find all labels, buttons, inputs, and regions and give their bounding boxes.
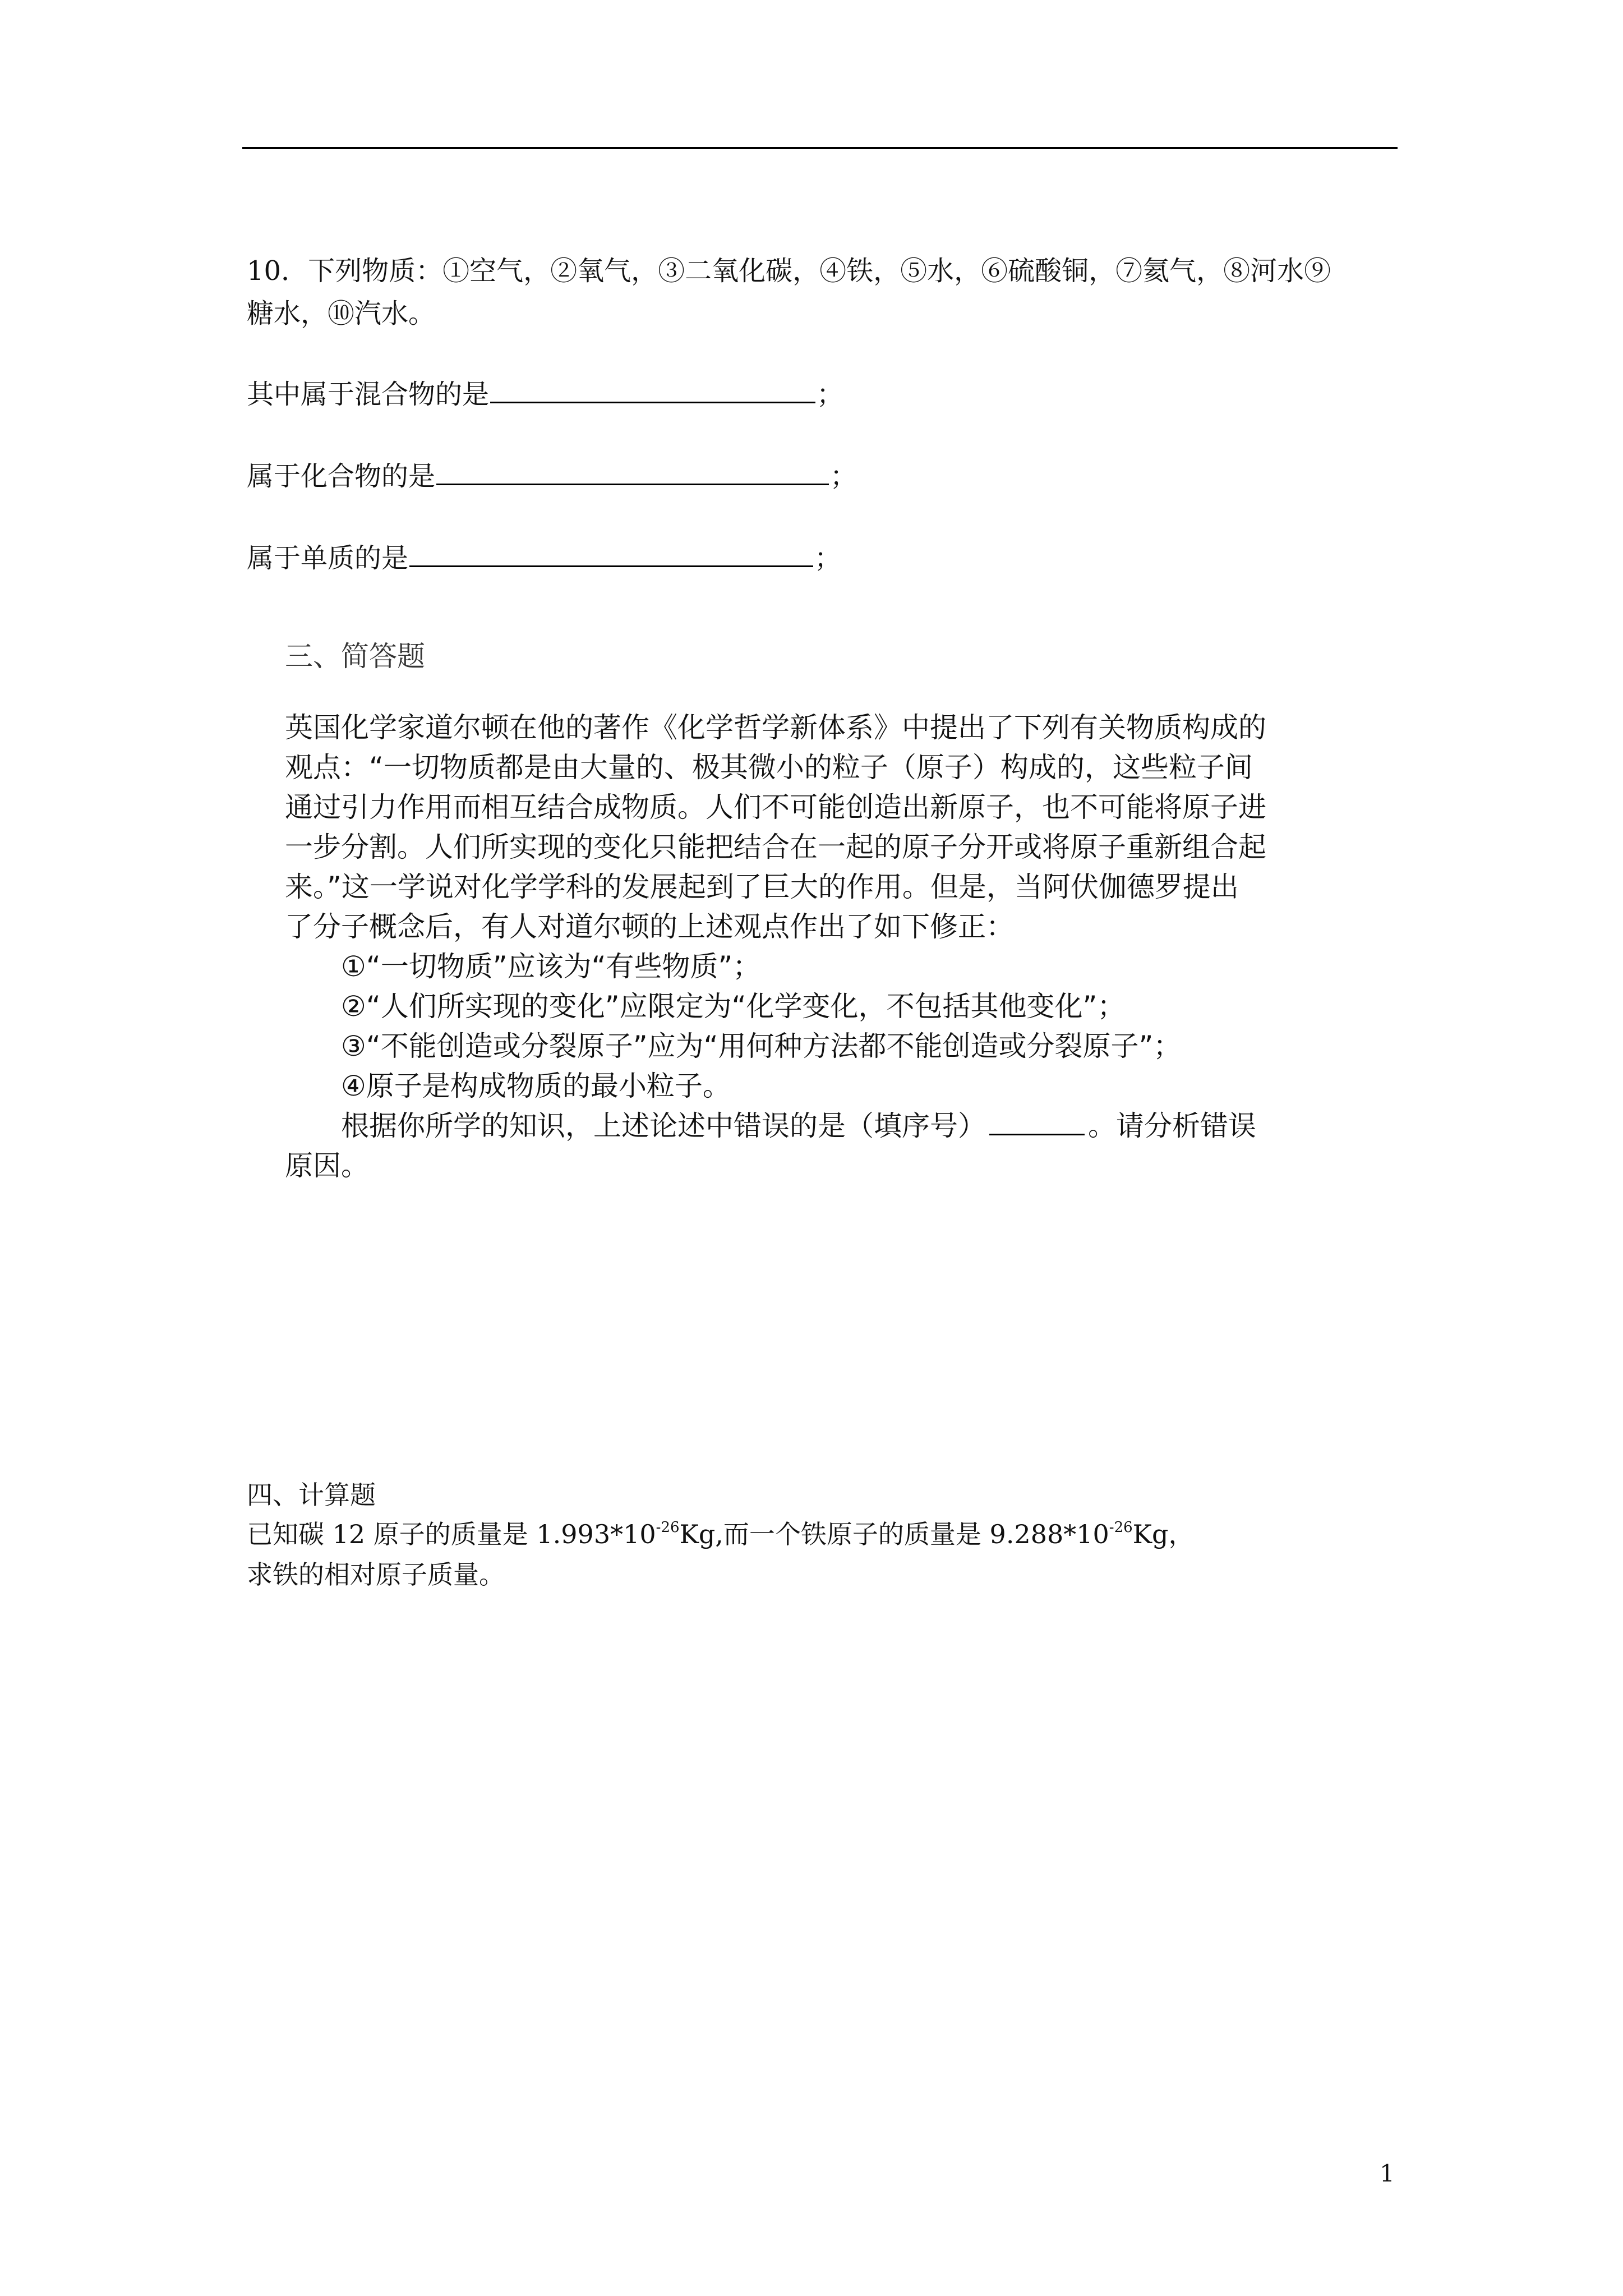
calc-text-3: Kg， xyxy=(1132,1519,1195,1549)
section3-line: 英国化学家道尔顿在他的著作《化学哲学新体系》中提出了下列有关物质构成的 xyxy=(285,711,1266,744)
compound-end: ； xyxy=(830,461,857,492)
section3-line: 来。”这一学说对化学学科的发展起到了巨大的作用。但是，当阿伏伽德罗提出 xyxy=(285,871,1239,903)
question-text: 根据你所学的知识，上述论述中错误的是（填序号） xyxy=(341,1110,986,1142)
exponent-1: -26 xyxy=(656,1519,680,1536)
section3-line: 观点：“一切物质都是由大量的、极其微小的粒子（原子）构成的，这些粒子间 xyxy=(285,751,1253,784)
section3-line: 通过引力作用而相互结合成物质。人们不可能创造出新原子，也不可能将原子进 xyxy=(285,791,1266,823)
page-number: 1 xyxy=(1380,2160,1395,2187)
section4-line1 xyxy=(247,1515,1194,1554)
calc-text-1: 已知碳 12 原子的质量是 1.993*10 xyxy=(247,1519,656,1549)
mixture-end: ； xyxy=(817,379,844,410)
question-text-tail: 。请分析错误 xyxy=(1088,1110,1256,1142)
calc-text-2: Kg,而一个铁原子的质量是 9.288*10 xyxy=(679,1519,1109,1549)
section3-question xyxy=(285,1106,1256,1146)
header-rule xyxy=(242,147,1398,149)
q10-compound xyxy=(247,452,857,500)
section3-line: 了分子概念后，有人对道尔顿的上述观点作出了如下修正： xyxy=(285,910,1014,943)
section3-title: 三、简答题 xyxy=(285,640,425,673)
mixture-label: 其中属于混合物的是 xyxy=(247,379,490,410)
element-end: ； xyxy=(814,542,842,574)
compound-blank[interactable] xyxy=(436,459,829,485)
q10-element xyxy=(247,534,841,582)
q10-mixture xyxy=(247,370,843,418)
revision-item: ③“不能创造或分裂原子”应为“用何种方法都不能创造或分裂原子”； xyxy=(341,1030,1182,1062)
section4-title: 四、计算题 xyxy=(247,1480,376,1510)
section4-line2: 求铁的相对原子质量。 xyxy=(247,1559,505,1590)
revision-item: ④原子是构成物质的最小粒子。 xyxy=(341,1070,731,1102)
section3-question-end: 原因。 xyxy=(285,1149,369,1182)
q10-line2: 糖水，⑩汽水。 xyxy=(247,298,436,329)
element-blank[interactable] xyxy=(409,541,813,567)
section3-line: 一步分割。人们所实现的变化只能把结合在一起的原子分开或将原子重新组合起 xyxy=(285,831,1266,863)
compound-label: 属于化合物的是 xyxy=(247,461,436,492)
revision-item: ②“人们所实现的变化”应限定为“化学变化，不包括其他变化”； xyxy=(341,990,1126,1023)
answer-blank[interactable] xyxy=(989,1111,1085,1135)
exponent-2: -26 xyxy=(1109,1519,1133,1536)
element-label: 属于单质的是 xyxy=(247,542,409,574)
revision-item: ①“一切物质”应该为“有些物质”； xyxy=(341,950,761,983)
q10-line1: 10．下列物质：①空气，②氧气，③二氧化碳，④铁，⑤水，⑥硫酸铜，⑦氦气，⑧河水⑨ xyxy=(247,255,1331,287)
mixture-blank[interactable] xyxy=(490,377,815,403)
